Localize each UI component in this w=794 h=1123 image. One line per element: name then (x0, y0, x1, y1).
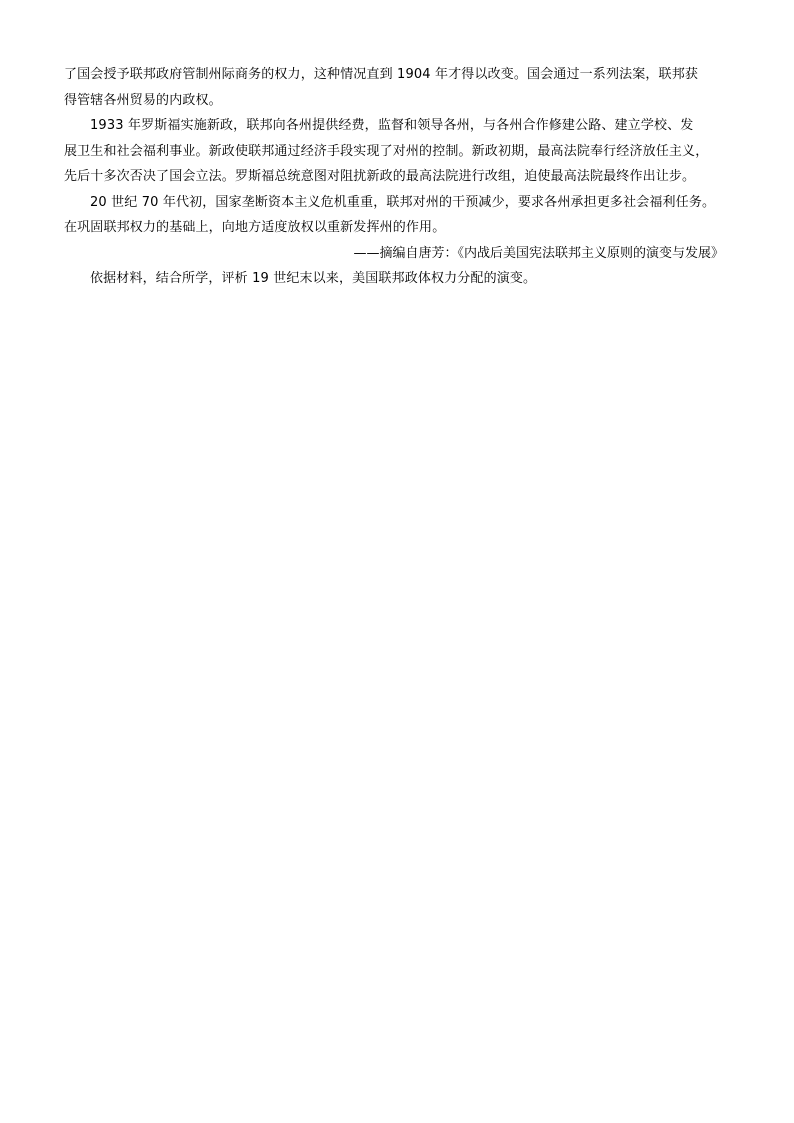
paragraph-line: 20 世纪 70 年代初，国家垄断资本主义危机重重，联邦对州的干预减少，要求各州承担更多社会福利任务。 (90, 194, 716, 210)
paragraph-2 (64, 113, 740, 190)
paragraph-line: 先后十多次否决了国会立法。罗斯福总统意图对阻扰新政的最高法院进行改组，迫使最高法院最终作出让步。 (64, 169, 696, 184)
citation-source: ——摘编自唐芳：《内战后美国宪法联邦主义原则的演变与发展》 (353, 245, 724, 261)
paragraph-line: 在巩固联邦权力的基础上，向地方适度放权以重新发挥州的作用。 (64, 220, 446, 235)
paragraph-line: 了国会授予联邦政府管制州际商务的权力，这种情况直到 1904 年才得以改变。国会通过一系列法案，联邦获 (64, 67, 698, 82)
paragraph-line: 得管辖各州贸易的内政权。 (64, 92, 222, 108)
paragraph-line: 展卫生和社会福利事业。新政使联邦通过经济手段实现了对州的控制。新政初期，最高法院奉行经济放任主义， (64, 143, 709, 159)
question-prompt: 依据材料，结合所学，评析 19 世纪末以来，美国联邦政体权力分配的演变。 (90, 271, 537, 286)
paragraph-1 (64, 62, 740, 113)
document-page (64, 62, 740, 292)
paragraph-line: 1933 年罗斯福实施新政，联邦向各州提供经费，监督和领导各州，与各州合作修建公路、建立学校、发 (90, 118, 694, 133)
paragraph-3 (64, 190, 740, 241)
